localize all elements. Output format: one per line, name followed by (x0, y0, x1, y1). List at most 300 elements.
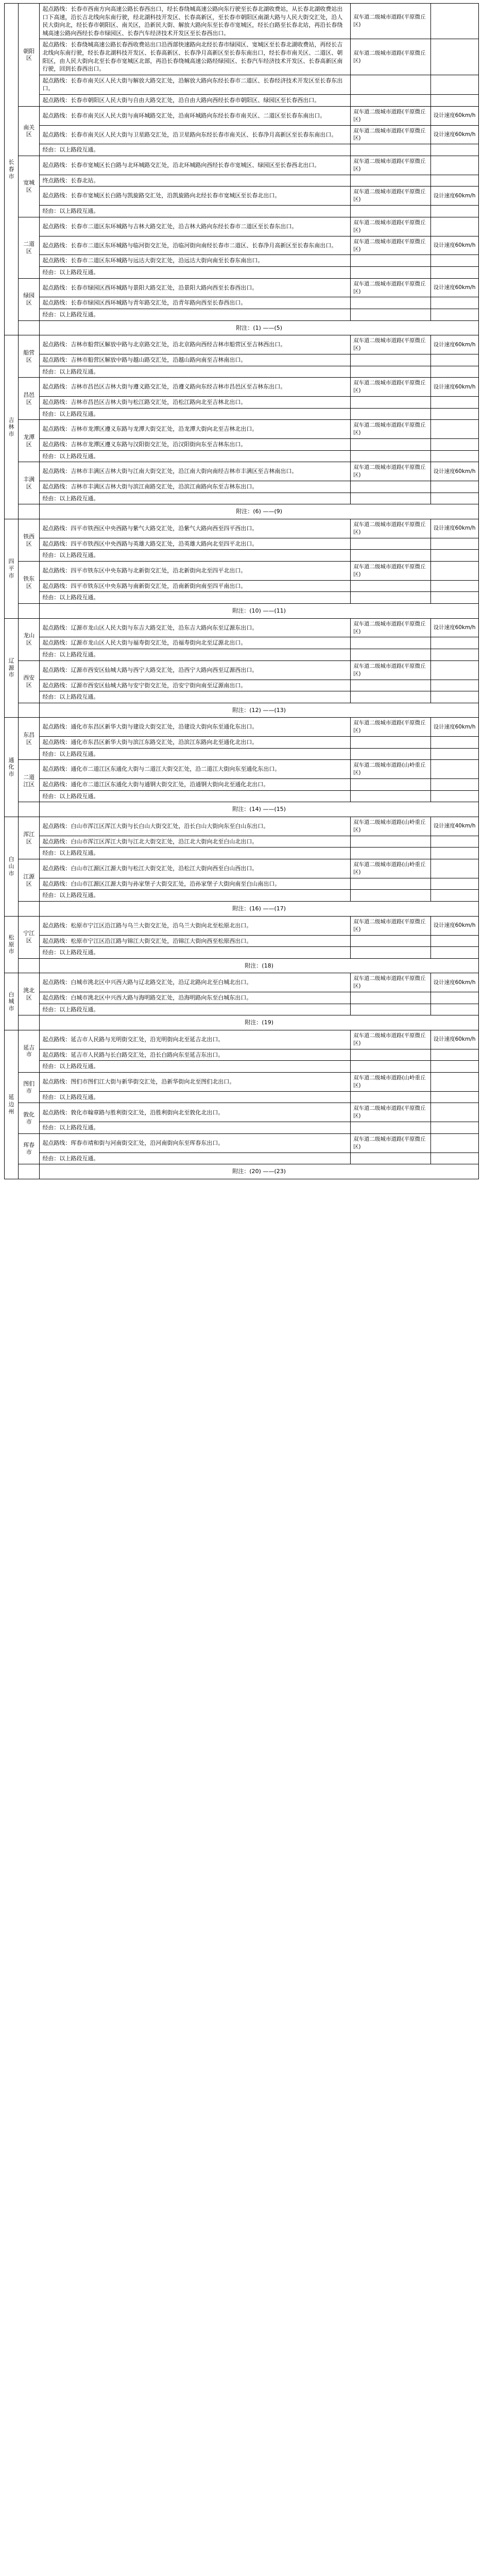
road-category (351, 680, 431, 691)
road-category (351, 992, 431, 1004)
road-category: 双车道二级城市道路(平原微丘区) (351, 519, 431, 538)
road-category: 双车道二级城市道路(山岭重丘区) (351, 817, 431, 836)
table-row (5, 175, 479, 187)
segment-description: 起点路线：吉林市昌邑区吉林大街与遵义路交汇处，沿遵义路向东经吉林市昌邑区至吉林东出口。 (40, 378, 351, 397)
section-footnote-row (5, 703, 479, 718)
county-cell: 铁东区 (18, 562, 39, 604)
road-category (351, 580, 431, 592)
road-category: 双车道二级城市道路(平原微丘区) (351, 39, 431, 75)
city-cell: 白山市 (5, 817, 19, 917)
county-cell: 龙山区 (18, 618, 39, 660)
segment-description: 起点路线：长春市绿园区西环城路与青年路交汇处，沿青年路向西至长春西出口。 (40, 297, 351, 309)
road-category: 双车道二级城市道路(平原微丘区) (351, 278, 431, 297)
road-category (351, 309, 431, 321)
design-note (430, 75, 478, 94)
design-note (430, 760, 478, 779)
segment-description: 经由：以上路段互通。 (40, 493, 351, 504)
table-row (5, 450, 479, 462)
design-note: 设计速度60km/h (430, 278, 478, 297)
design-note (430, 1061, 478, 1073)
segment-description: 起点路线：延吉市人民路与长白路交汇处，沿长白路向东至延吉东出口。 (40, 1049, 351, 1061)
segment-description: 终点路线：长春北站。 (40, 175, 351, 187)
table-row (5, 538, 479, 550)
design-note (430, 408, 478, 420)
road-category (351, 935, 431, 947)
section-footnote: 附注：(14) ——(15) (40, 802, 479, 817)
table-row (5, 790, 479, 802)
county-cell: 绿园区 (18, 278, 39, 320)
road-category: 双车道二级城市道路(山岭重丘区) (351, 859, 431, 878)
segment-description: 起点路线：长春市宽城区长白路与北环城路交汇处，沿北环城路向西经长春市宽城区、绿园区至长春西北出口。 (40, 156, 351, 175)
road-category (351, 297, 431, 309)
table-row (5, 836, 479, 848)
design-note (430, 144, 478, 156)
county-cell: 二道江区 (18, 760, 39, 802)
table-row (5, 947, 479, 959)
table-row (5, 267, 479, 279)
road-category: 双车道二级城市道路(平原微丘区) (351, 1133, 431, 1153)
table-row (5, 878, 479, 890)
county-cell: 图们市 (18, 1073, 39, 1103)
county-cell: 珲春市 (18, 1133, 39, 1164)
road-category: 双车道二级城市道路(平原微丘区) (351, 125, 431, 144)
segment-description: 起点路线：辽源市西安区仙城大路与西宁大路交汇处，沿西宁大路向西至辽源西出口。 (40, 660, 351, 680)
table-row (5, 1133, 479, 1153)
county-cell: 洮北区 (18, 973, 39, 1015)
table-row (5, 691, 479, 703)
section-footnote: 附注：(12) ——(13) (40, 703, 479, 718)
design-note (430, 397, 478, 409)
segment-description: 起点路线：通化市二道江区东通化大街与通钢大街交汇处，沿通钢大街向北至通化北出口。 (40, 779, 351, 791)
road-segment-table (4, 3, 479, 1179)
segment-description: 起点路线：白山市江源区江源大街与松江大街交汇处，沿松江大街向西至白山西出口。 (40, 859, 351, 878)
design-note (430, 848, 478, 859)
road-category (351, 1049, 431, 1061)
segment-description: 经由：以上路段互通。 (40, 550, 351, 562)
section-footnote: 附注：(20) ——(23) (40, 1164, 479, 1179)
design-note (430, 550, 478, 562)
footnote-spacer-cell (18, 802, 39, 817)
county-cell: 铁西区 (18, 519, 39, 562)
road-category (351, 1004, 431, 1015)
table-row (5, 462, 479, 481)
footnote-spacer-cell (18, 958, 39, 973)
design-note (430, 691, 478, 703)
table-row (5, 309, 479, 321)
county-cell: 浑江区 (18, 817, 39, 859)
road-category: 双车道二级城市道路(平原微丘区) (351, 1103, 431, 1122)
design-note (430, 748, 478, 760)
road-category: 双车道二级城市道路(山岭重丘区) (351, 760, 431, 779)
segment-description: 起点路线：长春市朝阳区人民大街与自由大路交汇处，沿自由大路向西经长春市朝阳区、绿园区至长春西出口。 (40, 95, 351, 107)
table-row (5, 779, 479, 791)
segment-description: 起点路线：长春市西南方向高速公路长春西出口，经长春绕城高速公路向东行驶至长春北湖收费站，从长春北湖收费站出口下高速，沿长吉北线向东南行驶，经北湖科技开发区、长春高新区，至长春市朝阳区南湖大路与人民大街交汇处，沿人民大街向北，经长春市朝阳区、南关区，沿新民大街、解放大路向东至长春市宽城区，经长白路至长春北站，再沿长春绕城高速公路向西经长春市绿园区、长春汽车经济技术开发区至长春西出口。 (40, 4, 351, 39)
segment-description: 起点路线：白城市洮北区中兴西大路与辽北路交汇处，沿辽北路向北至白城北出口。 (40, 973, 351, 992)
design-note (430, 859, 478, 878)
design-note (430, 878, 478, 890)
city-cell: 延边州 (5, 1030, 19, 1179)
segment-description: 经由：以上路段互通。 (40, 691, 351, 703)
table-row (5, 354, 479, 366)
table-row (5, 125, 479, 144)
segment-description: 起点路线：长春市宽城区长白路与凯旋路交汇处，沿凯旋路向北经长春市宽城区至长春北出口。 (40, 187, 351, 206)
table-row (5, 297, 479, 309)
design-note (430, 1004, 478, 1015)
road-category: 双车道二级城市道路(平原微丘区) (351, 156, 431, 175)
table-row (5, 748, 479, 760)
table-row (5, 1091, 479, 1103)
road-category: 双车道二级城市道路(平原微丘区) (351, 420, 431, 439)
road-category (351, 649, 431, 661)
segment-description: 经由：以上路段互通。 (40, 848, 351, 859)
design-note (430, 592, 478, 604)
design-note (430, 493, 478, 504)
segment-description: 起点路线：白山市江源区江源大街与孙家堡子大街交汇处，沿孙家堡子大街向南至白山南出口。 (40, 878, 351, 890)
design-note (430, 481, 478, 493)
county-cell: 朝阳区 (18, 4, 39, 107)
table-row (5, 1122, 479, 1134)
road-category: 双车道二级城市道路(山岭重丘区) (351, 1073, 431, 1092)
design-note: 设计速度60km/h (430, 335, 478, 354)
segment-description: 经由：以上路段互通。 (40, 1122, 351, 1134)
road-category: 双车道二级城市道路(平原微丘区) (351, 618, 431, 637)
road-category (351, 947, 431, 959)
section-footnote-row (5, 958, 479, 973)
table-row (5, 1073, 479, 1092)
county-cell: 延吉市 (18, 1030, 39, 1072)
segment-description: 经由：以上路段互通。 (40, 366, 351, 378)
design-note (430, 790, 478, 802)
segment-description: 起点路线：图们市图们江大街与新华街交汇处，沿新华街向北至图们北出口。 (40, 1073, 351, 1092)
footnote-spacer-cell (18, 604, 39, 619)
road-category (351, 878, 431, 890)
segment-description: 经由：以上路段互通。 (40, 267, 351, 279)
table-row (5, 660, 479, 680)
design-note (430, 450, 478, 462)
table-row (5, 760, 479, 779)
road-category (351, 1091, 431, 1103)
road-category (351, 790, 431, 802)
design-note (430, 297, 478, 309)
road-category: 双车道二级城市道路(平原微丘区) (351, 718, 431, 737)
road-category (351, 848, 431, 859)
road-category (351, 206, 431, 217)
city-cell: 辽源市 (5, 618, 19, 718)
footnote-spacer-cell (18, 1164, 39, 1179)
footnote-spacer-cell (18, 703, 39, 718)
road-category (351, 75, 431, 94)
table-row (5, 935, 479, 947)
county-cell: 敦化市 (18, 1103, 39, 1133)
design-note (430, 836, 478, 848)
section-footnote-row (5, 320, 479, 335)
design-note: 设计速度60km/h (430, 519, 478, 538)
segment-description: 起点路线：长春市二道区东环城路与临河街交汇处，沿临河街向南经长春市二道区、长春净月高新区至长春东南出口。 (40, 236, 351, 255)
county-cell: 昌邑区 (18, 378, 39, 420)
segment-description: 起点路线：长春绕城高速公路长春西收费站出口沿西部快速路向北经长春市绿园区、宽城区至长春北湖收费站，再经长吉北线向东南行驶，经长春北湖科技开发区、长春高新区、长春净月高新区至长春东南出口，经长春市南关区、二道区、朝阳区，由人民大街向北至长春市宽城区北部，再沿长春绕城高速公路经绿园区、长春汽车经济技术开发区、长春高新区南行驶，回到长春西出口。 (40, 39, 351, 75)
road-category (351, 1153, 431, 1164)
segment-description: 起点路线：延吉市人民路与光明街交汇处，沿光明街向北至延吉北出口。 (40, 1030, 351, 1049)
county-cell: 江源区 (18, 859, 39, 902)
section-footnote-row (5, 504, 479, 519)
road-category (351, 550, 431, 562)
section-footnote-row (5, 1164, 479, 1179)
table-row (5, 335, 479, 354)
table-row (5, 562, 479, 581)
section-footnote: 附注：(16) ——(17) (40, 902, 479, 917)
road-category (351, 144, 431, 156)
design-note (430, 562, 478, 581)
road-category: 双车道二级城市道路(平原微丘区) (351, 4, 431, 39)
design-note (430, 1122, 478, 1134)
design-note (430, 1153, 478, 1164)
road-category (351, 95, 431, 107)
table-row (5, 187, 479, 206)
design-note (430, 366, 478, 378)
table-row (5, 75, 479, 94)
segment-description: 起点路线：松原市宁江区沿江路与锦江大街交汇处，沿锦江大街向西至松原西出口。 (40, 935, 351, 947)
design-note: 设计速度60km/h (430, 187, 478, 206)
segment-description: 经由：以上路段互通。 (40, 748, 351, 760)
road-category: 双车道二级城市道路(平原微丘区) (351, 462, 431, 481)
section-footnote-row (5, 604, 479, 619)
design-note (430, 156, 478, 175)
segment-description: 起点路线：四平市铁西区中央西路与英雄大路交汇处，沿英雄大路向北至四平北出口。 (40, 538, 351, 550)
county-cell: 西安区 (18, 660, 39, 703)
city-cell: 通化市 (5, 718, 19, 817)
segment-description: 起点路线：辽源市西安区仙城大路与安宁街交汇处，沿安宁街向南至辽源南出口。 (40, 680, 351, 691)
county-cell: 丰满区 (18, 462, 39, 504)
road-category (351, 779, 431, 791)
table-row (5, 366, 479, 378)
section-footnote-row (5, 902, 479, 917)
segment-description: 起点路线：长春市南关区人民大街与卫星路交汇处，沿卫星路向东经长春市南关区、长春净月高新区至长春东南出口。 (40, 125, 351, 144)
table-row (5, 39, 479, 75)
design-note (430, 206, 478, 217)
segment-description: 经由：以上路段互通。 (40, 206, 351, 217)
section-footnote: 附注：(18) (40, 958, 479, 973)
segment-description: 经由：以上路段互通。 (40, 144, 351, 156)
city-cell: 白城市 (5, 973, 19, 1030)
design-note (430, 1103, 478, 1122)
table-row (5, 236, 479, 255)
design-note (430, 1091, 478, 1103)
segment-description: 起点路线：通化市二道江区东通化大街与二道江大街交汇处，沿二道江大街向东至通化东出口。 (40, 760, 351, 779)
design-note (430, 992, 478, 1004)
segment-description: 起点路线：吉林市龙潭区遵义东路与龙潭大街交汇处，沿龙潭大街向北至吉林北出口。 (40, 420, 351, 439)
segment-description: 起点路线：吉林市龙潭区遵义东路与汉阳街交汇处，沿汉阳街向东至吉林东出口。 (40, 439, 351, 451)
table-row (5, 1030, 479, 1049)
table-row (5, 1049, 479, 1061)
design-note (430, 439, 478, 451)
design-note: 设计速度60km/h (430, 618, 478, 637)
design-note: 设计速度60km/h (430, 106, 478, 125)
section-footnote-row (5, 802, 479, 817)
table-row (5, 890, 479, 902)
segment-description: 起点路线：吉林市船营区解放中路与越山路交汇处，沿越山路向南至吉林南出口。 (40, 354, 351, 366)
table-row (5, 718, 479, 737)
segment-description: 起点路线：白山市浑江区浑江大街与江北大街交汇处，沿江北大街向北至白山北出口。 (40, 836, 351, 848)
segment-description: 起点路线：松原市宁江区沿江路与乌兰大街交汇处，沿乌兰大街向北至松原北出口。 (40, 916, 351, 935)
design-note (430, 420, 478, 439)
section-footnote: 附注：(1) ——(5) (40, 320, 479, 335)
road-category (351, 1061, 431, 1073)
road-category (351, 737, 431, 749)
road-category (351, 439, 431, 451)
road-category: 双车道二级城市道路(平原微丘区) (351, 378, 431, 397)
segment-description: 经由：以上路段互通。 (40, 790, 351, 802)
segment-description: 起点路线：通化市东昌区新华大街与建设大街交汇处，沿建设大街向东至通化东出口。 (40, 718, 351, 737)
design-note (430, 95, 478, 107)
road-category: 双车道二级城市道路(平原微丘区) (351, 217, 431, 236)
table-row (5, 106, 479, 125)
segment-description: 起点路线：四平市铁东区中央东路与南新街交汇处，沿南新街向南至四平南出口。 (40, 580, 351, 592)
design-note: 设计速度40km/h (430, 817, 478, 836)
footnote-spacer-cell (18, 902, 39, 917)
table-row (5, 278, 479, 297)
county-cell: 宁江区 (18, 916, 39, 958)
design-note (430, 267, 478, 279)
county-cell: 宽城区 (18, 156, 39, 217)
design-note: 设计速度60km/h (430, 236, 478, 255)
city-cell: 长春市 (5, 4, 19, 335)
road-category (351, 366, 431, 378)
table-row (5, 916, 479, 935)
segment-description: 起点路线：吉林市昌邑区吉林大街与松江路交汇处，沿松江路向北至吉林北出口。 (40, 397, 351, 409)
segment-description: 经由：以上路段互通。 (40, 947, 351, 959)
road-category: 双车道二级城市道路(平原微丘区) (351, 335, 431, 354)
design-note (430, 1049, 478, 1061)
table-row (5, 1103, 479, 1122)
design-note: 设计速度60km/h (430, 973, 478, 992)
table-row (5, 439, 479, 451)
table-row (5, 550, 479, 562)
design-note (430, 175, 478, 187)
design-note (430, 538, 478, 550)
segment-description: 起点路线：辽源市龙山区人民大街与福寿街交汇处，沿福寿街向北至辽源北出口。 (40, 637, 351, 649)
road-category: 双车道二级城市道路(平原微丘区) (351, 973, 431, 992)
design-note (430, 580, 478, 592)
design-note (430, 354, 478, 366)
road-category: 双车道二级城市道路(平原微丘区) (351, 236, 431, 255)
table-row (5, 481, 479, 493)
table-row (5, 217, 479, 236)
road-category: 双车道二级城市道路(平原微丘区) (351, 660, 431, 680)
table-row (5, 817, 479, 836)
county-cell: 东昌区 (18, 718, 39, 760)
design-note: 设计速度60km/h (430, 718, 478, 737)
road-category (351, 255, 431, 267)
road-category (351, 748, 431, 760)
design-note (430, 255, 478, 267)
footnote-spacer-cell (18, 320, 39, 335)
segment-description: 经由：以上路段互通。 (40, 890, 351, 902)
road-category (351, 836, 431, 848)
segment-description: 起点路线：敦化市翰章路与胜利街交汇处，沿胜利街向北至敦化北出口。 (40, 1103, 351, 1122)
county-cell: 船营区 (18, 335, 39, 378)
road-category: 双车道二级城市道路(平原微丘区) (351, 916, 431, 935)
city-cell: 吉林市 (5, 335, 19, 519)
design-note: 设计速度60km/h (430, 125, 478, 144)
table-row (5, 397, 479, 409)
road-category (351, 175, 431, 187)
segment-description: 起点路线：白山市浑江区浑江大街与长白山大街交汇处，沿长白山大街向东至白山东出口。 (40, 817, 351, 836)
segment-description: 起点路线：四平市铁东区中央东路与北新街交汇处，沿北新街向北至四平北出口。 (40, 562, 351, 581)
segment-description: 起点路线：长春市二道区东环城路与远达大街交汇处，沿远达大街向南至长春东南出口。 (40, 255, 351, 267)
segment-description: 起点路线：吉林市船营区解放中路与北京路交汇处，沿北京路向西经吉林市船营区至吉林西出口。 (40, 335, 351, 354)
table-row (5, 637, 479, 649)
design-note: 设计速度60km/h (430, 1030, 478, 1049)
segment-description: 起点路线：长春市二道区东环城路与吉林大路交汇处，沿吉林大路向东经长春市二道区至长春东出口。 (40, 217, 351, 236)
design-note: 设计速度60km/h (430, 916, 478, 935)
county-cell: 二道区 (18, 217, 39, 278)
road-category (351, 890, 431, 902)
section-footnote: 附注：(19) (40, 1015, 479, 1030)
road-category: 双车道二级城市道路(平原微丘区) (351, 1030, 431, 1049)
segment-description: 经由：以上路段互通。 (40, 1004, 351, 1015)
segment-description: 经由：以上路段互通。 (40, 1091, 351, 1103)
road-category (351, 637, 431, 649)
table-row (5, 519, 479, 538)
county-cell: 龙潭区 (18, 420, 39, 462)
section-footnote: 附注：(6) ——(9) (40, 504, 479, 519)
road-category (351, 408, 431, 420)
table-row (5, 378, 479, 397)
segment-description: 起点路线：辽源市龙山区人民大街与东吉大路交汇处，沿东吉大路向东至辽源东出口。 (40, 618, 351, 637)
segment-description: 起点路线：吉林市丰满区吉林大街与滨江南路交汇处，沿滨江南路向东至吉林东出口。 (40, 481, 351, 493)
road-category: 双车道二级城市道路(平原微丘区) (351, 187, 431, 206)
section-footnote-row (5, 1015, 479, 1030)
segment-description: 起点路线：吉林市丰满区吉林大街与江南大街交汇处，沿江南大街向南经吉林市丰满区至吉林南出口。 (40, 462, 351, 481)
design-note (430, 947, 478, 959)
table-row (5, 1061, 479, 1073)
segment-description: 起点路线：长春市绿园区西环城路与景阳大路交汇处，沿景阳大路向西至长春西出口。 (40, 278, 351, 297)
segment-description: 经由：以上路段互通。 (40, 450, 351, 462)
table-row (5, 973, 479, 992)
table-row (5, 408, 479, 420)
table-row (5, 4, 479, 39)
segment-description: 经由：以上路段互通。 (40, 408, 351, 420)
table-row (5, 580, 479, 592)
design-note (430, 1073, 478, 1092)
road-category: 双车道二级城市道路(平原微丘区) (351, 562, 431, 581)
table-row (5, 420, 479, 439)
segment-description: 经由：以上路段互通。 (40, 592, 351, 604)
table-row (5, 680, 479, 691)
footnote-spacer-cell (18, 504, 39, 519)
table-row (5, 737, 479, 749)
segment-description: 经由：以上路段互通。 (40, 309, 351, 321)
footnote-spacer-cell (18, 1015, 39, 1030)
table-row (5, 156, 479, 175)
city-cell: 四平市 (5, 519, 19, 619)
table-row (5, 859, 479, 878)
table-row (5, 493, 479, 504)
design-note: 设计速度60km/h (430, 378, 478, 397)
design-note (430, 737, 478, 749)
city-cell: 松原市 (5, 916, 19, 973)
section-footnote: 附注：(10) ——(11) (40, 604, 479, 619)
road-category (351, 354, 431, 366)
design-note (430, 217, 478, 236)
table-row (5, 206, 479, 217)
road-category (351, 691, 431, 703)
road-category (351, 1122, 431, 1134)
county-cell: 南关区 (18, 106, 39, 156)
road-category (351, 538, 431, 550)
road-category (351, 397, 431, 409)
segment-description: 起点路线：珲春市靖和街与河南街交汇处，沿河南街向东至珲春东出口。 (40, 1133, 351, 1153)
